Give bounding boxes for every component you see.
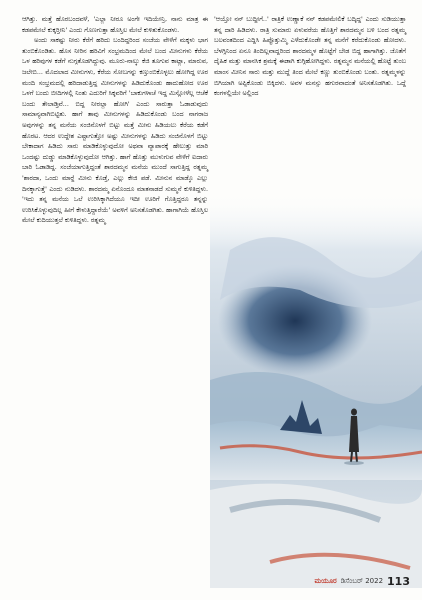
article-left-column xyxy=(22,14,208,226)
landscape-painting xyxy=(210,190,422,588)
magazine-name: ಮಯೂರ xyxy=(314,577,337,585)
article-right-column xyxy=(214,14,406,99)
paragraph: 'ಆಯ್ತೋ ನನ್ ಬುದ್ದೀಗೆ..' ರಾತ್ರಿಕೆ ಉಣ್ಣಾಕೆ ನನ್ ಕಡಪಮೇಲಿಕೆ ಬದ್ಕಿದ್ದ' ಎಂದು ಸುಡಿಯುತ್ತಾ ತನ್ನ ದಾರಿ ಹಿಡಿದಳು. ರಾತ್ರಿ ಸುಮಾರು ಏಳುವರೆಯ ಹೊತ್ತಿಗೆ ಶಾರದಮ್ಮನ ಬಳಿ ಬಂದ ರತ್ನಮ್ಮ ಬಲವಂತದಿಂದ ಎದ್ದಿಸಿ ಹಿಪ್ಪೊತ್ತುಮ್ಮಿ ಎಳೆದುಕೊಂಡೇ ತನ್ನ ಮನೆಗೆ ಕರೆದುಕೊಂಡು ಹೋದಳು. ಬೆಳಗ್ಗಿನಿಂದ ಏನೂ ತಿಂದಿಲ್ಲವಾದ್ದರಿಂದ ಶಾರದಮ್ಮಳ ಹೊಟ್ಟೆಗೆ ಬೇಡ ಬಿದ್ದ ಹಾಗಾಗಿತ್ತು. ಜೊತೆಗೆ ದೈಹಿಕ ಮತ್ತು ಮಾನಸಿಕ ಶ್ರಮಕ್ಕೆ ಈಡಾಗಿ ಕುಗ್ಗಿಹೋಗಿದ್ದಳು. ರತ್ನಮ್ಮನ ಮನೆಯಲ್ಲಿ ಹೊಟ್ಟೆ ತುಂಬ ಮಾಂಸ ಮೀನಿನ ಸಾರು ಮತ್ತು ಮುದ್ದೆ ತಿಂದ ಮೇಲೆ ಕಣ್ಣು ತುಂಬಿಕೊಂಡು ಬಂತು. ರತ್ನಮ್ಮಳನ್ನು ಬಿಗಿಯಾಗಿ ಅಪ್ಪಿಕೊಂಡು ಬಿಕ್ಕಿದಳು. ಅವಳ ಮನಸ್ಸು ಹಗುರವಾದಂತೆ ಅನಿಸತೊಡಗಿತು. ಒದ್ದೆ ಕಂಗಳಲ್ಲಿಯೇ ಅಲ್ಲಿಂದ xyxy=(214,15,406,98)
paragraph: ಆಗಿತ್ತು. ಮತ್ತೆ ಹೊರಬಂದವಳೆ, 'ಎಲ್ಲಾ ನೀರೂ ಅಂಗೇ ಇದಿಯೇನ್ರಿ, ನಾನು ಮಾತ್ರ ಈ ಕಡಪಮೇಲೆ ಕುಕ್ಕರ‍್ತೀನಿ' ಎಂದು ಗೊಣಗುತ್ತಾ ಹೊಸ್ತಿಲ ಮೇಲೆ ಕುಳಿತುಕೊಂಡಳು. xyxy=(22,15,208,34)
watercolor-illustration xyxy=(210,190,422,588)
paragraph: ಅಂದು ಸಾಕಷ್ಟು ನೀರು ಕೆರೆಗೆ ಹರಿದು ಬಂದಿದ್ದರಿಂದ ಸಂಜೆಯ ವೇಳೆಗೆ ಮಕ್ಕಳು ಭಾಗ ತುಂಬಿಕೊಂಡಿತು. ಹೊಸ ನೀರಿನ ಹರಿವಿಗೆ ಸಂಭ್ರಮದಿಂದ ಮೇಲೆ ಬಂದ ಮೀನುಗಳು ಕೆರೆಯ ಒಳ ಹರಿವುಗಳ ಕಡೆಗೆ ನುಗ್ಗತೊಡಗಿದ್ದುವು. ಮೂರು-ನಾಲ್ಕು ಕೆಜಿ ತೂಗುವ ಕಾಟ್ಲಾ, ಮಾರುವ, ಜಲೇಬಿ... ಮೊದಲಾದ ಮೀನುಗಳು, ಕೆರೆಯ ಸೋಬಗನ್ನು ಕಣ್ತುಂಬಿಕೊಳ್ಳಲು ಹೋಗಿದ್ದ ಊರ ಮಂದಿ ಸಂಭ್ರಮದಲ್ಲಿ ಹರಿದಾಡುತ್ತಿದ್ದ ಮೀನುಗಳನ್ನು ಹಿಡಿದುಕೊಂಡು ಹಾದುಹೋದ ಊರ ಒಳಗೆ ಬಂದು ಬೀದಿಗಳಲ್ಲಿ ನಿಂತು ಎದುರಿಗೆ ಸಿಕ್ಕವರಿಗೆ 'ಬಾಕುಗಳಾಚೆ ಇದ್ದ ಮಿಸ್ಲೋಳೆಲ್ಲ ಆಚೆಕೆ ಬಂದು ತೇಲಾಡ್ತಿವೆ... ಬಿದ್ದ ನೀರಲ್ಲಾ ಹೋಗಿ' ಎಂದು ಸಾರುತ್ತಾ ಓಡಾಡುವುದು ಸಾಮಾನ್ಯವಾಗಿಬಿಟ್ಟಿತು. ಹಾಗೆ ತಾವು ಮೀನುಗಳನ್ನು ಹಿಡಿದುಕೊಂಡು ಬಂದ ನಾಗರಾಜ ಅವುಗಳನ್ನು ತನ್ನ ಮನೆಯ ಸಂಜಿನೊಳಗೆ ಬಿಟ್ಟು ಮತ್ತೆ ಮೀನು ಹಿಡಿಯಲು ಕೆರೆಯ ಕಡೆಗೆ ಹೊರಟ. ಆದರ ಉದ್ದೇಶ ಎಷ್ಟಾಗುತ್ತೋ ಅಷ್ಟು ಮೀನುಗಳನ್ನು ಹಿಡಿದು ಸಂಜಿನೊಳಗೆ ಬಿಟ್ಟು ಬೇಕಾದಾಗ ಹಿಡಿದು ಸಾರು ಮಾಡಿಕೊಳ್ಳುವುದೋ ಅಥವಾ ವ್ಯಾಪಾರಕ್ಕೆ ಹೇಲುತ್ತು ಮಾರಿ ಒಂದಷ್ಟು ದುಡ್ಡು ಮಾಡಿಕೊಳ್ಳುವುದೋ ಆಗಿತ್ತು. ಹಾಗೆ ಹೊತ್ತು ಮುಳುಗುವ ವೇಳೆಗೆ ಐದಾರು ಬಾರಿ ಓಡಾಡಿದ್ದ. ಸಂಜೆಯಾಗುತ್ತಿದ್ದಂತೆ ಶಾರದಮ್ಮನ ಮನೆಯ ಮುಂದೆ ಸಾಗುತ್ತಿದ್ದ ರತ್ನಮ್ಮ 'ಶಾರದಾ, ಒಂದು ಮಾರ‍್ದೆ ಮೀನು ಕೊಡ್ತೆ, ಎಲ್ಲು ಕೇಜಿ ಪಡೆ. ಮೀನುನ ಮಾಡ್ಕೊ ಎಲ್ಲು ದಿನಕ್ಕಾಗುತ್ತೆ' ಎಂದು ನುಡಿದಳು. ಶಾರದಮ್ಮ ಏನೊಂದೂ ಮಾತನಾಡದೆ ಸುಮ್ಮನೆ ಕುಳಿತಿದ್ದಳು. 'ಇದು ತನ್ನ ಮನೆಯ ಒಲೆ ಉರಿಸಿಕ್ಕಾಗಿದೆಯೂ ಇದೀ ಊರಿಗೆ ಗೊತ್ತಿದ್ದರೂ ತನ್ನನ್ನು ಉರಿಸಿಕೊಳ್ಳುವುದಿಲ್ಲ ಹೀಗೆ ಕೇಳುತ್ತಿದ್ದಾರೆಯೆ' ಅವಳಿಗೆ ಅನಿಸತೊಡಗಿತು. ಹಾಗಾಗಿಯೆ ಹೊಸ್ತಿಲ ಮೇಲೆ ಕುದಿಯುತ್ತಲೆ ಕುಳಿತಿದ್ದಳು. ರತ್ನಮ್ಮ xyxy=(22,36,208,225)
page-number: 113 xyxy=(387,575,410,588)
page-footer xyxy=(314,575,410,588)
issue-date: ಡಿಸೆಂಬರ್ 2022 xyxy=(340,577,384,585)
